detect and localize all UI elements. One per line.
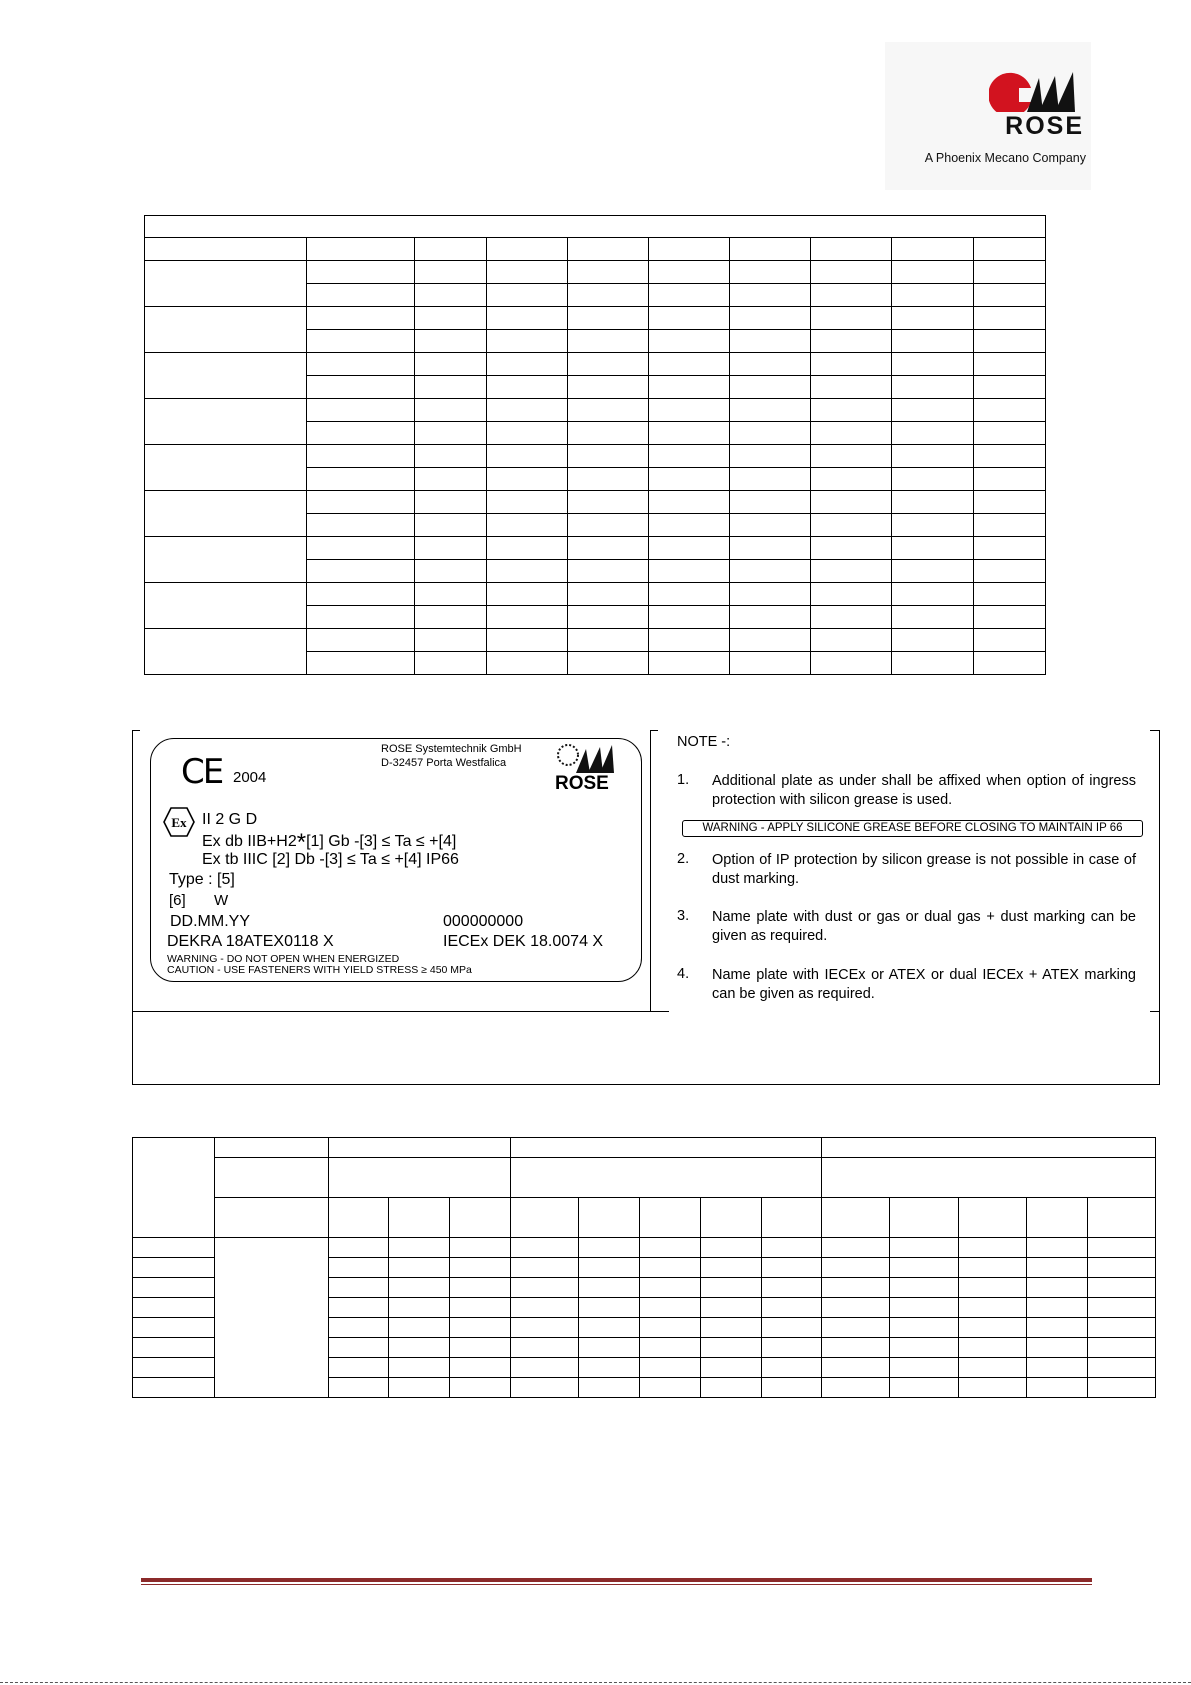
type-field: Type : [5] <box>169 871 235 888</box>
atex-certificate: DEKRA 18ATEX0118 X <box>167 933 334 950</box>
serial-number: 000000000 <box>443 913 524 930</box>
note-text-2: Option of IP protection by silicon grease is not possible in case of dust marking. <box>712 852 1136 887</box>
name-plate <box>150 738 642 982</box>
note-number-2: 2. <box>677 851 690 867</box>
svg-text:Ex: Ex <box>171 815 187 830</box>
dust-marking: Ex tb IIIC [2] Db -[3] ≤ Ta ≤ +[4] IP66 <box>202 851 459 868</box>
ex-hexagon-icon <box>163 807 195 837</box>
section-frame-bottom <box>132 1084 1160 1085</box>
ce-mark: CE <box>181 752 223 792</box>
plate-address: D-32457 Porta Westfalica <box>381 757 507 769</box>
iecex-certificate: IECEx DEK 18.0074 X <box>443 933 604 950</box>
page-edge-dashed-line <box>0 1682 1191 1683</box>
plate-company: ROSE Systemtechnik GmbH <box>381 743 522 755</box>
plate-rose-logo-icon <box>556 743 614 773</box>
power-field: [6] <box>169 892 186 909</box>
note-text-4: Name plate with IECEx or ATEX or dual IECEx + ATEX marking can be given as required. <box>712 967 1136 1002</box>
power-unit: W <box>214 892 229 909</box>
specification-table <box>144 215 1046 675</box>
section-divider <box>650 730 651 1012</box>
silicone-warning-box: WARNING - APPLY SILICONE GREASE BEFORE CLOSING TO MAINTAIN IP 66 <box>682 820 1143 837</box>
date-field: DD.MM.YY <box>170 913 250 930</box>
logo-name: ROSE <box>1005 112 1084 140</box>
notified-body: 2004 <box>233 769 267 786</box>
note-text-3: Name plate with dust or gas or dual gas + dust marking can be given as required. <box>712 909 1136 944</box>
plate-caution: CAUTION - USE FASTENERS WITH YIELD STRESS ≥ 450 MPa <box>167 964 472 976</box>
plate-logo-text: ROSE <box>555 773 609 794</box>
section-frame-left <box>132 730 133 1085</box>
note-number-4: 4. <box>677 966 690 982</box>
note-text-1: Additional plate as under shall be affixed when option of ingress protection with silicon grease is used. <box>712 773 1136 808</box>
plate-warning: WARNING - DO NOT OPEN WHEN ENERGIZED <box>167 953 400 965</box>
rating-table <box>132 1137 1156 1398</box>
logo-tagline: A Phoenix Mecano Company <box>924 151 1086 165</box>
company-logo <box>885 42 1091 190</box>
equipment-category: II 2 G D <box>202 811 258 828</box>
footer-rule-thin <box>141 1584 1092 1585</box>
note-number-3: 3. <box>677 908 690 924</box>
footer-rule <box>141 1578 1092 1582</box>
section-frame-right <box>1159 730 1160 1085</box>
rose-logo-icon <box>989 66 1075 112</box>
notes-title: NOTE -: <box>677 734 731 750</box>
gas-marking: Ex db IIB+H2*[1] Gb -[3] ≤ Ta ≤ +[4] <box>202 829 457 856</box>
note-number-1: 1. <box>677 772 690 788</box>
